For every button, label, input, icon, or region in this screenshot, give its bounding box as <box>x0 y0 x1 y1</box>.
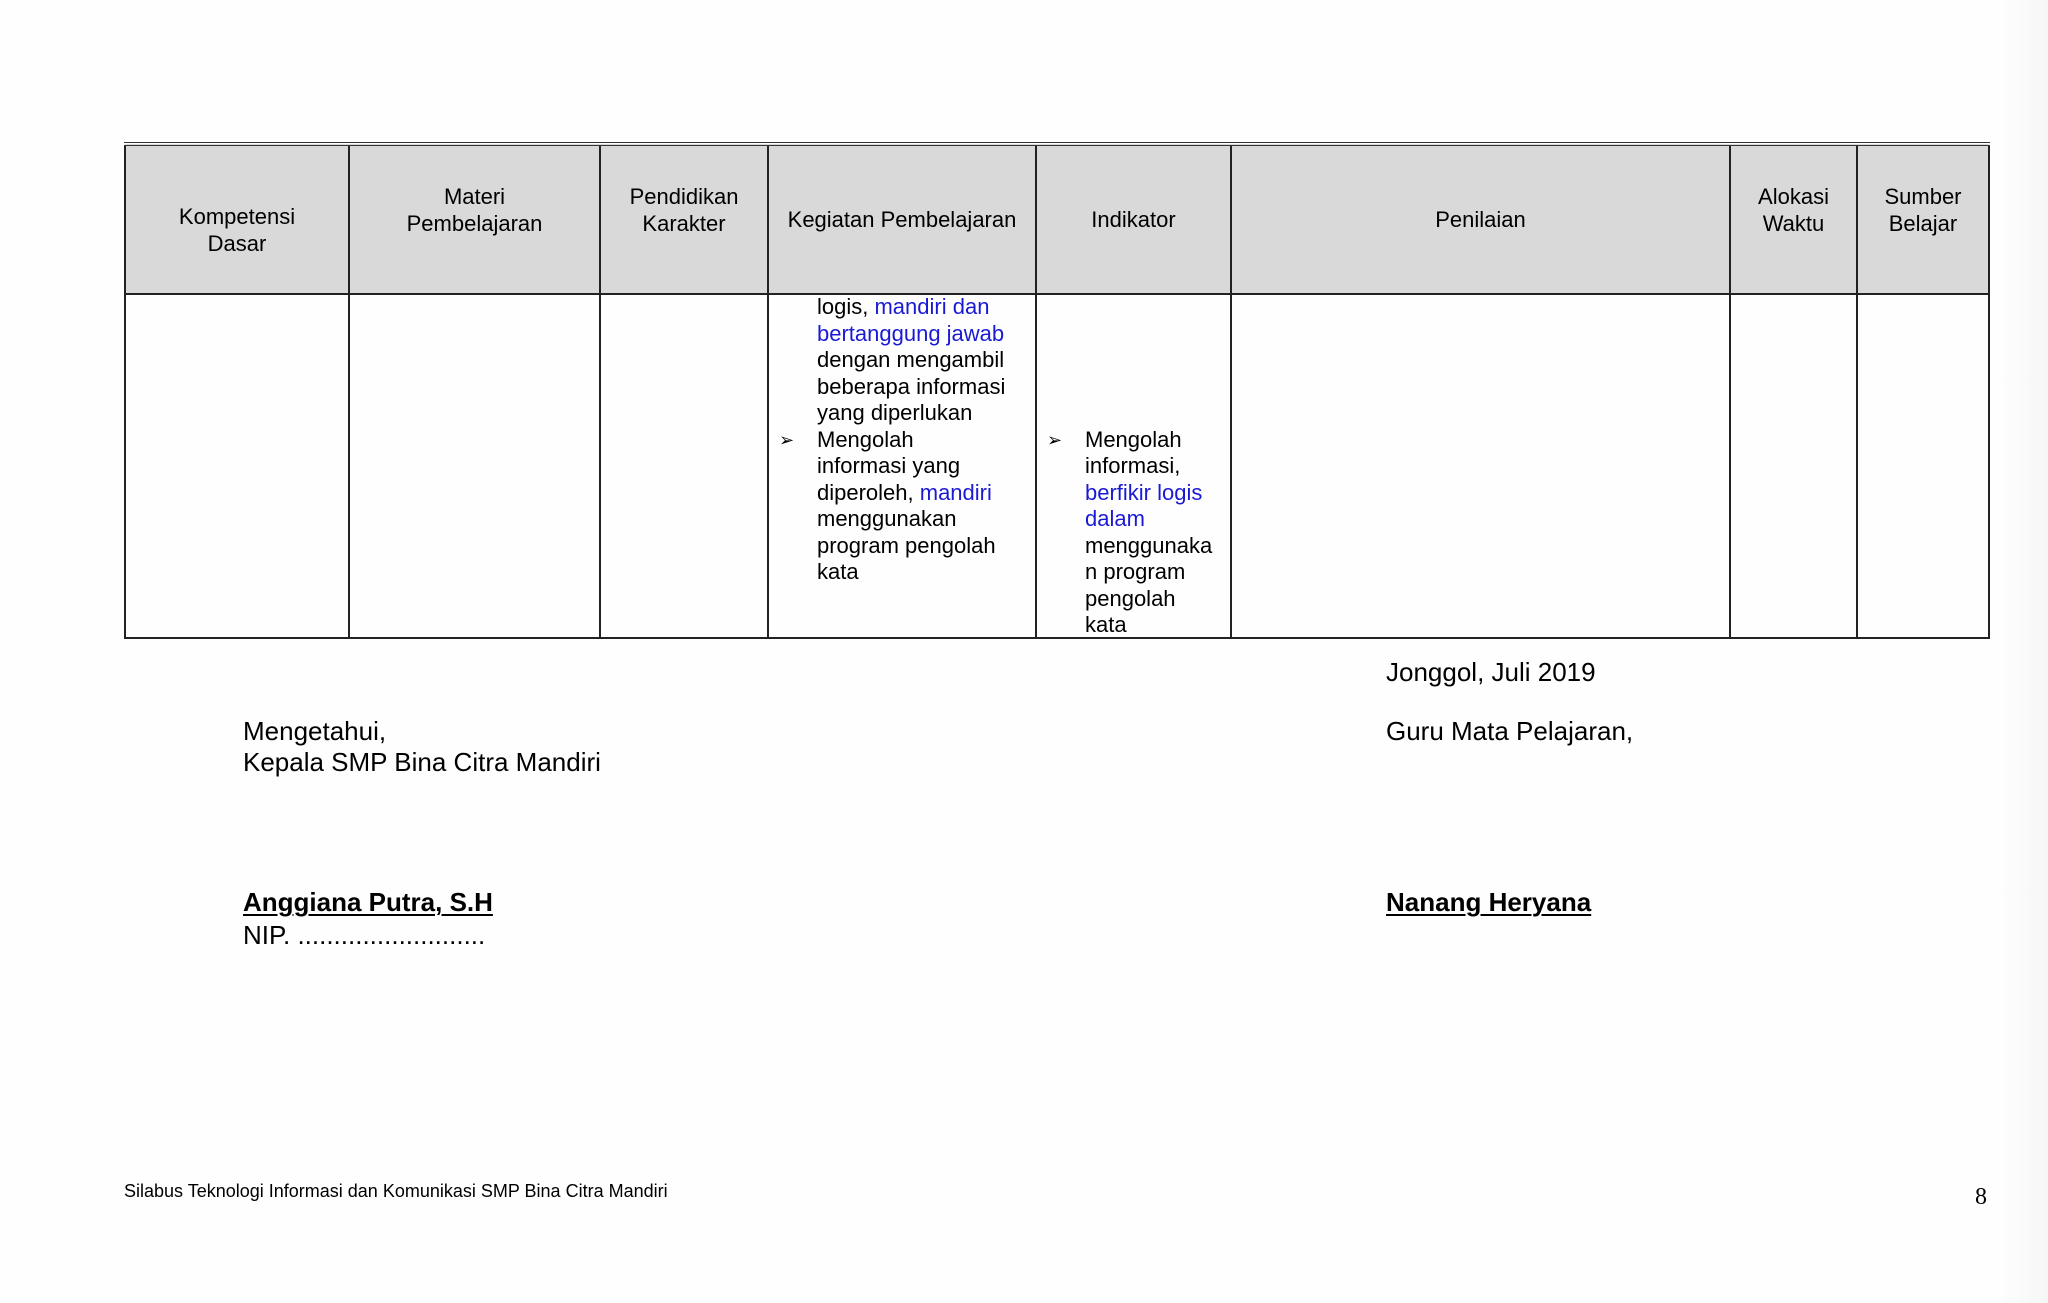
header-label: Sumber Belajar <box>1884 183 1962 236</box>
left-signature-position: Kepala SMP Bina Citra Mandiri <box>243 747 601 777</box>
header-label: Kompetensi Dasar <box>178 203 296 256</box>
header-materi-pembelajaran <box>349 144 600 294</box>
left-signatory-name: Anggiana Putra, S.H <box>243 887 493 917</box>
header-label: Pendidikan Karakter <box>629 183 739 236</box>
right-signatory-name: Nanang Heryana <box>1386 887 1592 917</box>
text-line: yang diperlukan <box>817 400 973 425</box>
left-signature-title: Mengetahui, <box>243 716 387 746</box>
kegiatan-continued-text <box>817 294 1031 427</box>
cell-indikator <box>1036 294 1231 638</box>
arrow-bullet-icon: ➢ <box>779 429 795 450</box>
text-line: n program <box>1085 559 1186 584</box>
text-line: beberapa informasi <box>817 373 1006 399</box>
table-row <box>125 294 1989 638</box>
text-line: menggunaka <box>1085 532 1213 558</box>
cell-kegiatan-pembelajaran <box>768 294 1036 638</box>
document-footer: Silabus Teknologi Informasi dan Komunikasi SMP Bina Citra Mandiri <box>124 1181 668 1201</box>
text-line: kata <box>817 559 859 584</box>
text-line: kata <box>1085 612 1127 637</box>
cell-penilaian <box>1231 294 1730 638</box>
text-line: program pengolah <box>817 532 996 558</box>
highlighted-fragment: mandiri <box>919 479 992 505</box>
silabus-table <box>124 142 1990 639</box>
cell-kompetensi-dasar <box>125 294 349 638</box>
header-penilaian: Penilaian <box>1231 144 1730 294</box>
header-sumber-belajar <box>1857 144 1989 294</box>
text-line: dengan mengambil <box>817 347 1005 372</box>
right-signature-title: Guru Mata Pelajaran, <box>1386 716 1634 746</box>
header-kompetensi-dasar <box>125 144 349 294</box>
place-date: Jonggol, Juli 2019 <box>1386 657 1596 687</box>
header-alokasi-waktu <box>1730 144 1857 294</box>
text-line: informasi yang <box>817 453 961 478</box>
page-number: 8 <box>1975 1184 1987 1210</box>
highlighted-fragment: berfikir logis <box>1085 479 1203 505</box>
cell-alokasi-waktu <box>1730 294 1857 638</box>
page-edge-shadow <box>2000 0 2048 1303</box>
text-fragment: logis, <box>817 294 875 319</box>
text-fragment: diperoleh, <box>817 479 920 505</box>
header-label: Alokasi Waktu <box>1758 183 1829 236</box>
indikator-bullet-item <box>1037 427 1226 639</box>
header-indikator: Indikator <box>1036 144 1231 294</box>
highlighted-fragment: bertanggung jawab <box>817 320 1005 346</box>
cell-pendidikan-karakter <box>600 294 768 638</box>
text-line: informasi, <box>1085 453 1181 478</box>
header-kegiatan-pembelajaran: Kegiatan Pembelajaran <box>768 144 1036 294</box>
text-line: Mengolah <box>1085 426 1182 452</box>
table-header-row <box>125 144 1989 294</box>
header-label: Materi Pembelajaran <box>406 183 543 236</box>
cell-materi-pembelajaran <box>349 294 600 638</box>
highlighted-fragment: mandiri dan <box>874 294 990 319</box>
arrow-bullet-icon: ➢ <box>1047 429 1063 450</box>
kegiatan-bullet-item <box>769 427 1031 586</box>
left-signatory-nip: NIP. .......................... <box>243 920 486 950</box>
text-line: Mengolah <box>817 426 914 452</box>
text-line: menggunakan <box>817 506 957 531</box>
text-line: pengolah <box>1085 585 1176 611</box>
cell-sumber-belajar <box>1857 294 1989 638</box>
header-pendidikan-karakter <box>600 144 768 294</box>
highlighted-fragment: dalam <box>1085 506 1145 531</box>
